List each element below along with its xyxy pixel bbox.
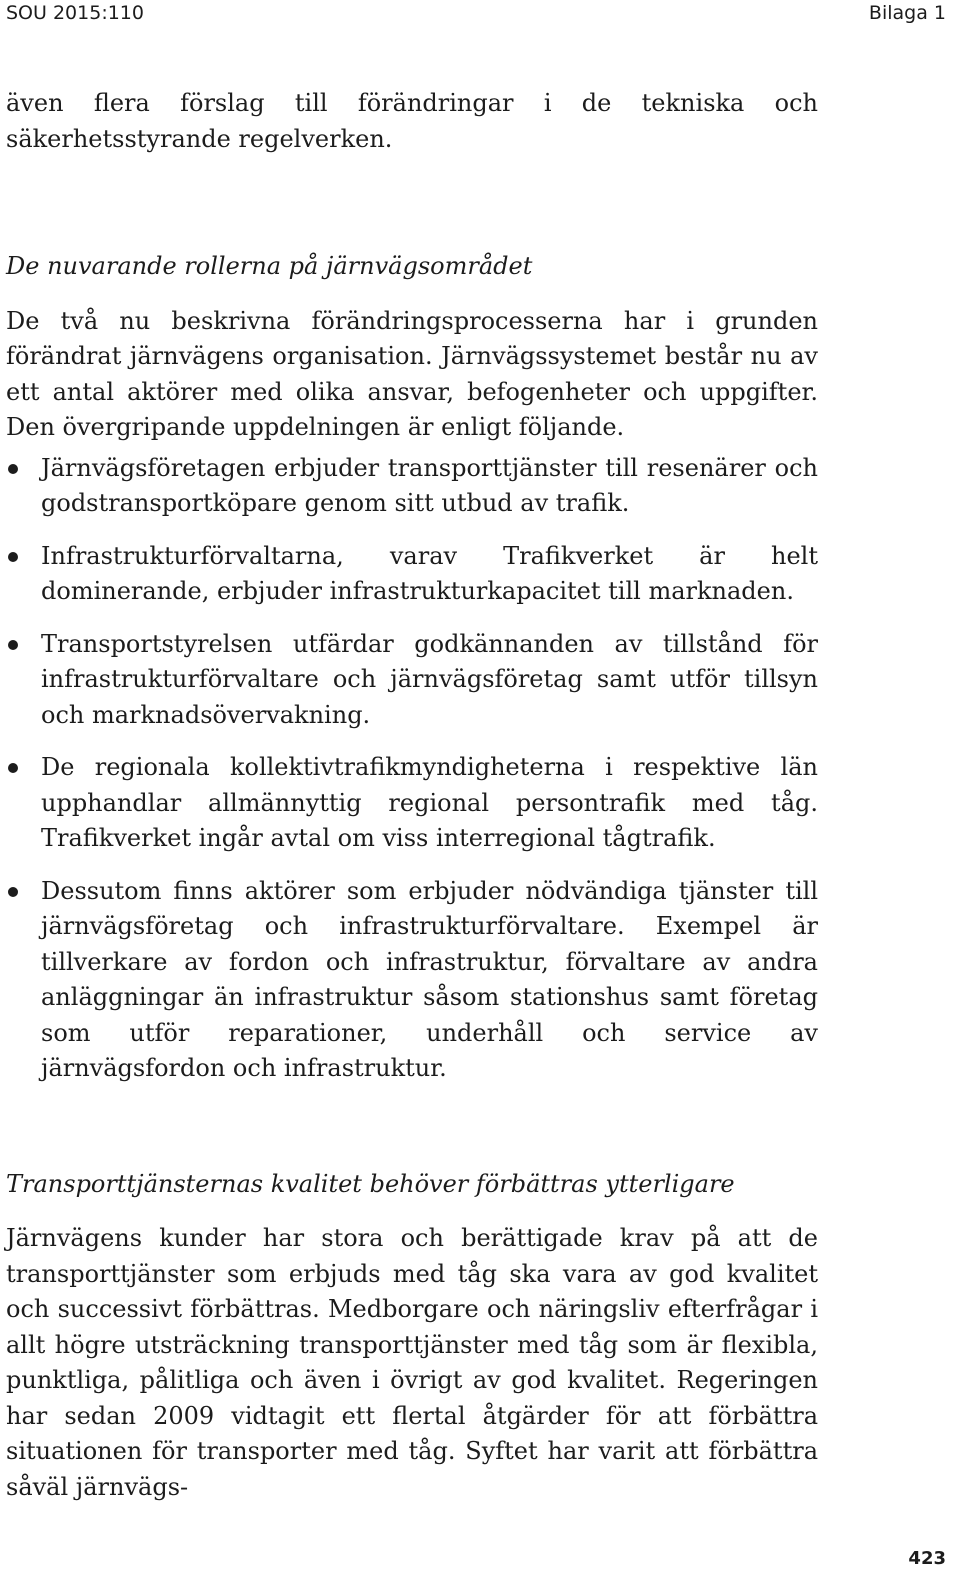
- list-item-text: Dessutom finns aktörer som erbjuder nödvändiga tjänster till järnvägsföretag och infrastrukturförvaltare. Exempel är tillverkare av fordon och infrastruktur, förvaltare av andra anläggningar än infrastruktur såsom stationshus samt företag som utför reparationer, underhåll och service av järnvägsfordon och infrastruktur.: [41, 876, 818, 1082]
- document-reference: SOU 2015:110: [6, 2, 144, 24]
- list-item: [6, 451, 818, 522]
- bullet-icon: [8, 640, 18, 650]
- section-heading-roles: De nuvarande rollerna på järnvägsområdet: [6, 252, 533, 280]
- bullet-icon: [8, 887, 18, 897]
- list-item: [6, 627, 818, 734]
- section-heading-quality: Transporttjänsternas kvalitet behöver förbättras ytterligare: [6, 1169, 735, 1198]
- list-item: [6, 750, 818, 857]
- list-item-text: Järnvägsföretagen erbjuder transporttjänster till resenärer och godstransportköpare genom sitt utbud av trafik.: [41, 453, 818, 517]
- bullet-icon: [8, 552, 18, 562]
- section-paragraph-roles: De två nu beskrivna förändringsprocesserna har i grunden förändrat järnvägens organisation. Järnvägssystemet består nu av ett antal aktörer med olika ansvar, befogenheter och uppgifter. Den övergripande uppdelningen är enligt följande.: [6, 306, 818, 441]
- list-item: [6, 539, 818, 610]
- intro-paragraph: även flera förslag till förändringar i de tekniska och säkerhetsstyrande regelverken.: [6, 89, 818, 153]
- appendix-label: Bilaga 1: [868, 2, 946, 24]
- page-body: [6, 86, 818, 1505]
- page-header: [0, 0, 960, 26]
- page-number: 423: [908, 1548, 946, 1569]
- list-item-text: De regionala kollektivtrafikmyndigheterna i respektive län upphandlar allmännyttig regional persontrafik med tåg. Trafikverket ingår avtal om viss interregional tågtrafik.: [41, 753, 818, 852]
- bullet-list-actors: [6, 451, 818, 1087]
- section-paragraph-quality: Järnvägens kunder har stora och berättigade krav på att de transporttjänster som erbjuds med tåg ska vara av god kvalitet och successivt förbättras. Medborgare och näringsliv efterfrågar i allt högre utsträckning transporttjänster med tåg som är flexibla, punktliga, pålitliga och även i övrigt av god kvalitet. Regeringen har sedan 2009 vidtagit ett flertal åtgärder för att förbättra situationen för transporter med tåg. Syftet har varit att förbättra såväl järnvägs-: [6, 1224, 818, 1501]
- list-item-text: Infrastrukturförvaltarna, varav Trafikverket är helt dominerande, erbjuder infrastrukturkapacitet till marknaden.: [41, 541, 818, 605]
- bullet-icon: [8, 763, 18, 773]
- list-item: [6, 874, 818, 1087]
- list-item-text: Transportstyrelsen utfärdar godkännanden av tillstånd för infrastrukturförvaltare och järnvägsföretag samt utför tillsyn och marknadsövervakning.: [41, 629, 818, 729]
- bullet-icon: [8, 464, 18, 474]
